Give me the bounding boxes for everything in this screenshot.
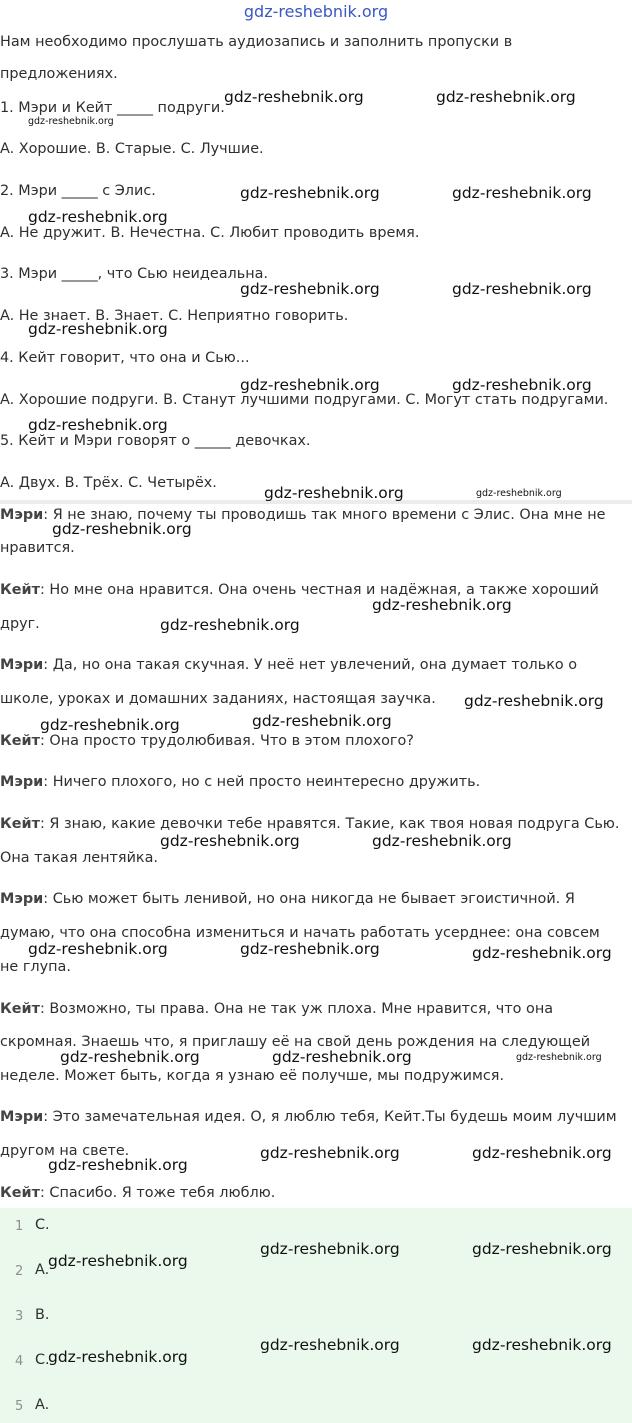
watermark: gdz-reshebnik.org — [160, 832, 300, 850]
answer-value: C. — [35, 1352, 50, 1368]
dialogue-line: Кейт: Я знаю, какие девочки тебе нравятся. Такие, как твоя новая подруга Сью. — [0, 816, 620, 832]
answer-number: 2 — [15, 1264, 24, 1279]
question-4-options: A. Хорошие подруги. B. Станут лучшими подругами. C. Могут стать подругами. — [0, 392, 609, 408]
watermark: gdz-reshebnik.org — [516, 1052, 602, 1063]
answer-number: 4 — [15, 1354, 24, 1369]
dialogue-line: Мэри: Это замечательная идея. О, я люблю тебя, Кейт.Ты будешь моим лучшим — [0, 1109, 617, 1125]
watermark: gdz-reshebnik.org — [240, 280, 380, 298]
watermark: gdz-reshebnik.org — [372, 596, 512, 614]
watermark: gdz-reshebnik.org — [28, 940, 168, 958]
question-2-options: A. Не дружит. B. Нечестна. C. Любит проводить время. — [0, 225, 420, 241]
dialogue-line: Мэри: Сью может быть ленивой, но она никогда не бывает эгоистичной. Я — [0, 891, 575, 907]
answer-value: A. — [35, 1262, 50, 1278]
watermark: gdz-reshebnik.org — [260, 1144, 400, 1162]
dialogue-line: не глупа. — [0, 959, 71, 975]
dialogue-line: Кейт: Но мне она нравится. Она очень честная и надёжная, а также хороший — [0, 582, 599, 598]
question-3-options: A. Не знает. B. Знает. C. Неприятно говорить. — [0, 308, 349, 324]
answer-number: 5 — [15, 1399, 24, 1414]
watermark: gdz-reshebnik.org — [28, 208, 168, 226]
dialogue-line: нравится. — [0, 540, 75, 556]
dialogue-line: школе, уроках и домашних заданиях, настоящая заучка. — [0, 691, 436, 707]
watermark: gdz-reshebnik.org — [224, 88, 364, 106]
watermark: gdz-reshebnik.org — [452, 184, 592, 202]
watermark: gdz-reshebnik.org — [28, 320, 168, 338]
question-2: 2. Мэри _____ с Элис. — [0, 183, 156, 199]
dialogue-line: неделе. Может быть, когда я узнаю её получше, мы подружимся. — [0, 1068, 505, 1084]
dialogue-line: Мэри: Я не знаю, почему ты проводишь так много времени с Элис. Она мне не — [0, 507, 606, 523]
watermark: gdz-reshebnik.org — [260, 1240, 400, 1258]
watermark: gdz-reshebnik.org — [28, 416, 168, 434]
watermark: gdz-reshebnik.org — [436, 88, 576, 106]
question-1-options: A. Хорошие. B. Старые. C. Лучшие. — [0, 141, 264, 157]
watermark: gdz-reshebnik.org — [240, 940, 380, 958]
watermark: gdz-reshebnik.org — [28, 116, 114, 127]
watermark: gdz-reshebnik.org — [472, 944, 612, 962]
watermark: gdz-reshebnik.org — [452, 376, 592, 394]
watermark: gdz-reshebnik.org — [48, 1252, 188, 1270]
answer-value: A. — [35, 1397, 50, 1413]
watermark: gdz-reshebnik.org — [160, 616, 300, 634]
question-5-options: A. Двух. B. Трёх. C. Четырёх. — [0, 475, 217, 491]
watermark: gdz-reshebnik.org — [240, 376, 380, 394]
watermark: gdz-reshebnik.org — [240, 184, 380, 202]
dialogue-line: Кейт: Она просто трудолюбивая. Что в этом плохого? — [0, 733, 414, 749]
dialogue-line: друг. — [0, 616, 40, 632]
watermark: gdz-reshebnik.org — [472, 1144, 612, 1162]
watermark: gdz-reshebnik.org — [40, 716, 180, 734]
watermark: gdz-reshebnik.org — [452, 280, 592, 298]
watermark: gdz-reshebnik.org — [52, 520, 192, 538]
answer-value: C. — [35, 1217, 50, 1233]
watermark: gdz-reshebnik.org — [476, 488, 562, 499]
answer-number: 1 — [15, 1219, 24, 1234]
watermark: gdz-reshebnik.org — [264, 484, 404, 502]
dialogue-line: Мэри: Ничего плохого, но с ней просто неинтересно дружить. — [0, 774, 481, 790]
watermark: gdz-reshebnik.org — [252, 712, 392, 730]
task-text-line-1: Нам необходимо прослушать аудиозапись и заполнить пропуски в — [0, 34, 513, 50]
answer-number: 3 — [15, 1309, 24, 1324]
dialogue-line: думаю, что она способна измениться и начать работать усерднее: она совсем — [0, 925, 600, 941]
dialogue-line: скромная. Знаешь что, я приглашу её на свой день рождения на следующей — [0, 1034, 591, 1050]
question-3: 3. Мэри _____, что Сью неидеальна. — [0, 266, 269, 282]
watermark: gdz-reshebnik.org — [48, 1156, 188, 1174]
question-4: 4. Кейт говорит, что она и Сью... — [0, 350, 250, 366]
watermark: gdz-reshebnik.org — [472, 1240, 612, 1258]
dialogue-line: другом на свете. — [0, 1143, 130, 1159]
watermark: gdz-reshebnik.org — [464, 692, 604, 710]
watermark: gdz-reshebnik.org — [372, 832, 512, 850]
watermark: gdz-reshebnik.org — [48, 1348, 188, 1366]
answer-value: B. — [35, 1307, 50, 1323]
dialogue-line: Кейт: Спасибо. Я тоже тебя люблю. — [0, 1185, 276, 1201]
question-1: 1. Мэри и Кейт _____ подруги. — [0, 100, 225, 116]
question-5: 5. Кейт и Мэри говорят о _____ девочках. — [0, 433, 311, 449]
watermark: gdz-reshebnik.org — [60, 1048, 200, 1066]
dialogue-line: Кейт: Возможно, ты права. Она не так уж плоха. Мне нравится, что она — [0, 1001, 554, 1017]
dialogue-line: Она такая лентяйка. — [0, 850, 159, 866]
watermark: gdz-reshebnik.org — [472, 1336, 612, 1354]
task-text-line-2: предложениях. — [0, 66, 118, 82]
watermark: gdz-reshebnik.org — [272, 1048, 412, 1066]
watermark: gdz-reshebnik.org — [260, 1336, 400, 1354]
site-header[interactable]: gdz-reshebnik.org — [243, 2, 389, 21]
dialogue-line: Мэри: Да, но она такая скучная. У неё нет увлечений, она думает только о — [0, 657, 578, 673]
